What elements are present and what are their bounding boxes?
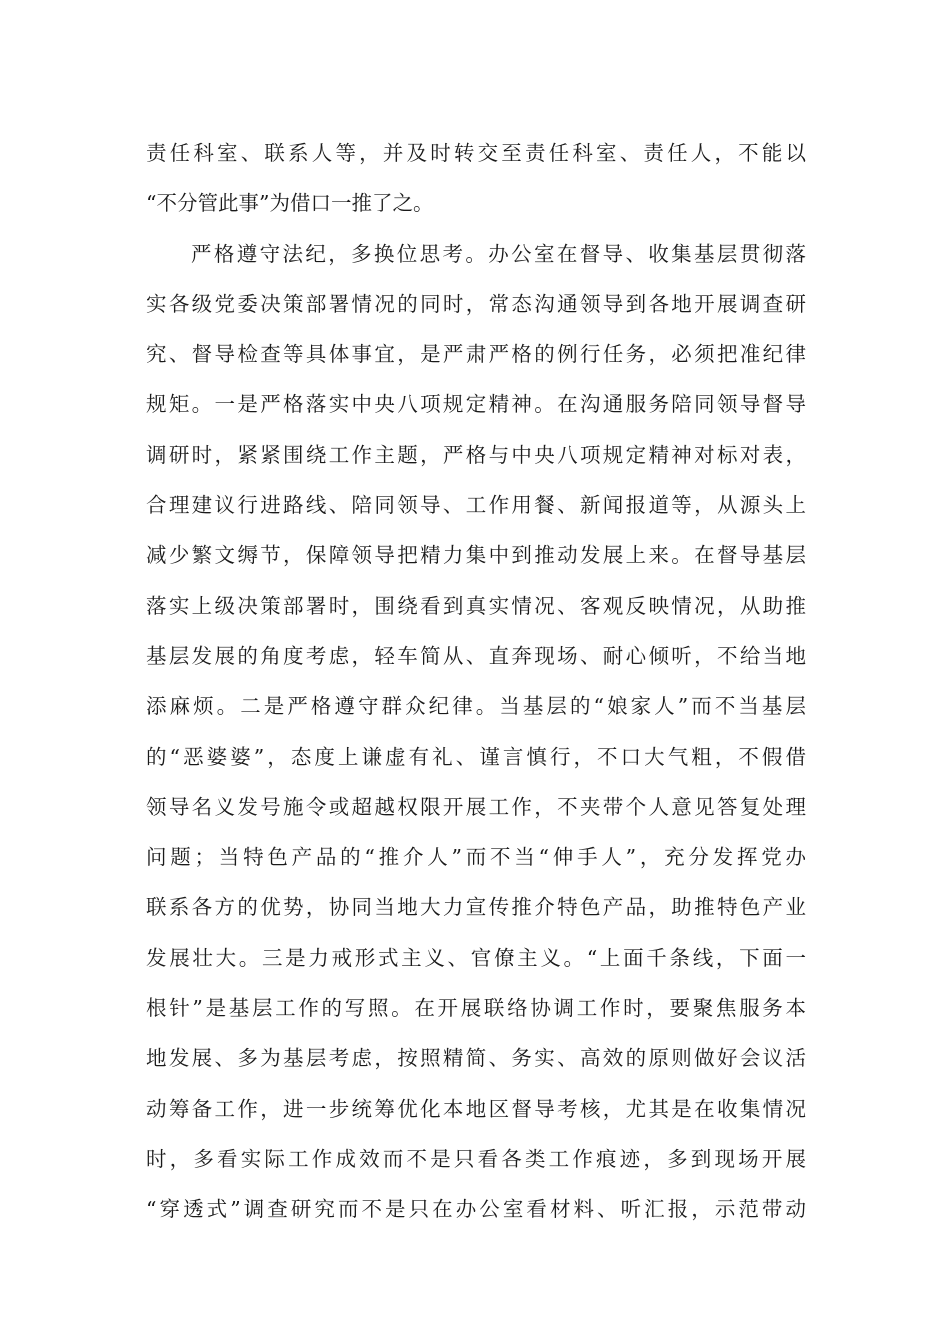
text-line: “不分管此事”为借口一推了之。 bbox=[146, 191, 434, 216]
text-line: 合理建议行进路线、陪同领导、工作用餐、新闻报道等，从源头上 bbox=[146, 493, 806, 518]
text-line: 究、督导检查等具体事宜，是严肃严格的例行任务，必须把准纪律 bbox=[146, 342, 806, 367]
text-line: 调研时，紧紧围绕工作主题，严格与中央八项规定精神对标对表， bbox=[146, 442, 806, 467]
text-line: 实各级党委决策部署情况的同时，常态沟通领导到各地开展调查研 bbox=[146, 291, 806, 316]
text-line: 规矩。一是严格落实中央八项规定精神。在沟通服务陪同领导督导 bbox=[146, 392, 806, 417]
text-line: 减少繁文缛节，保障领导把精力集中到推动发展上来。在督导基层 bbox=[146, 543, 806, 568]
text-line: 发展壮大。三是力戒形式主义、官僚主义。“上面千条线，下面一 bbox=[146, 945, 806, 970]
text-line: 严格遵守法纪，多换位思考。办公室在督导、收集基层贯彻落 bbox=[191, 241, 806, 266]
text-line: 责任科室、联系人等，并及时转交至责任科室、责任人，不能以 bbox=[146, 141, 806, 165]
text-line: 基层发展的角度考虑，轻车简从、直奔现场、耐心倾听，不给当地 bbox=[146, 643, 806, 668]
text-line: 添麻烦。二是严格遵守群众纪律。当基层的“娘家人”而不当基层 bbox=[146, 694, 806, 719]
body-text bbox=[146, 128, 806, 1235]
text-line: 动筹备工作，进一步统筹优化本地区督导考核，尤其是在收集情况 bbox=[146, 1096, 806, 1121]
text-line: 联系各方的优势，协同当地大力宣传推介特色产品，助推特色产业 bbox=[146, 895, 806, 920]
text-line: 地发展、多为基层考虑，按照精简、务实、高效的原则做好会议活 bbox=[146, 1046, 806, 1071]
text-line: 的“恶婆婆”，态度上谦虚有礼、谨言慎行，不口大气粗，不假借 bbox=[146, 744, 806, 769]
text-line: 落实上级决策部署时，围绕看到真实情况、客观反映情况，从助推 bbox=[146, 593, 806, 618]
text-line: 问题；当特色产品的“推介人”而不当“伸手人”，充分发挥党办 bbox=[146, 845, 806, 870]
text-line: 根针”是基层工作的写照。在开展联络协调工作时，要聚焦服务本 bbox=[146, 996, 806, 1021]
text-line: 领导名义发号施令或超越权限开展工作，不夹带个人意见答复处理 bbox=[146, 794, 806, 819]
text-line: “穿透式”调查研究而不是只在办公室看材料、听汇报，示范带动 bbox=[146, 1197, 806, 1222]
text-line: 时，多看实际工作成效而不是只看各类工作痕迹，多到现场开展 bbox=[146, 1146, 806, 1171]
